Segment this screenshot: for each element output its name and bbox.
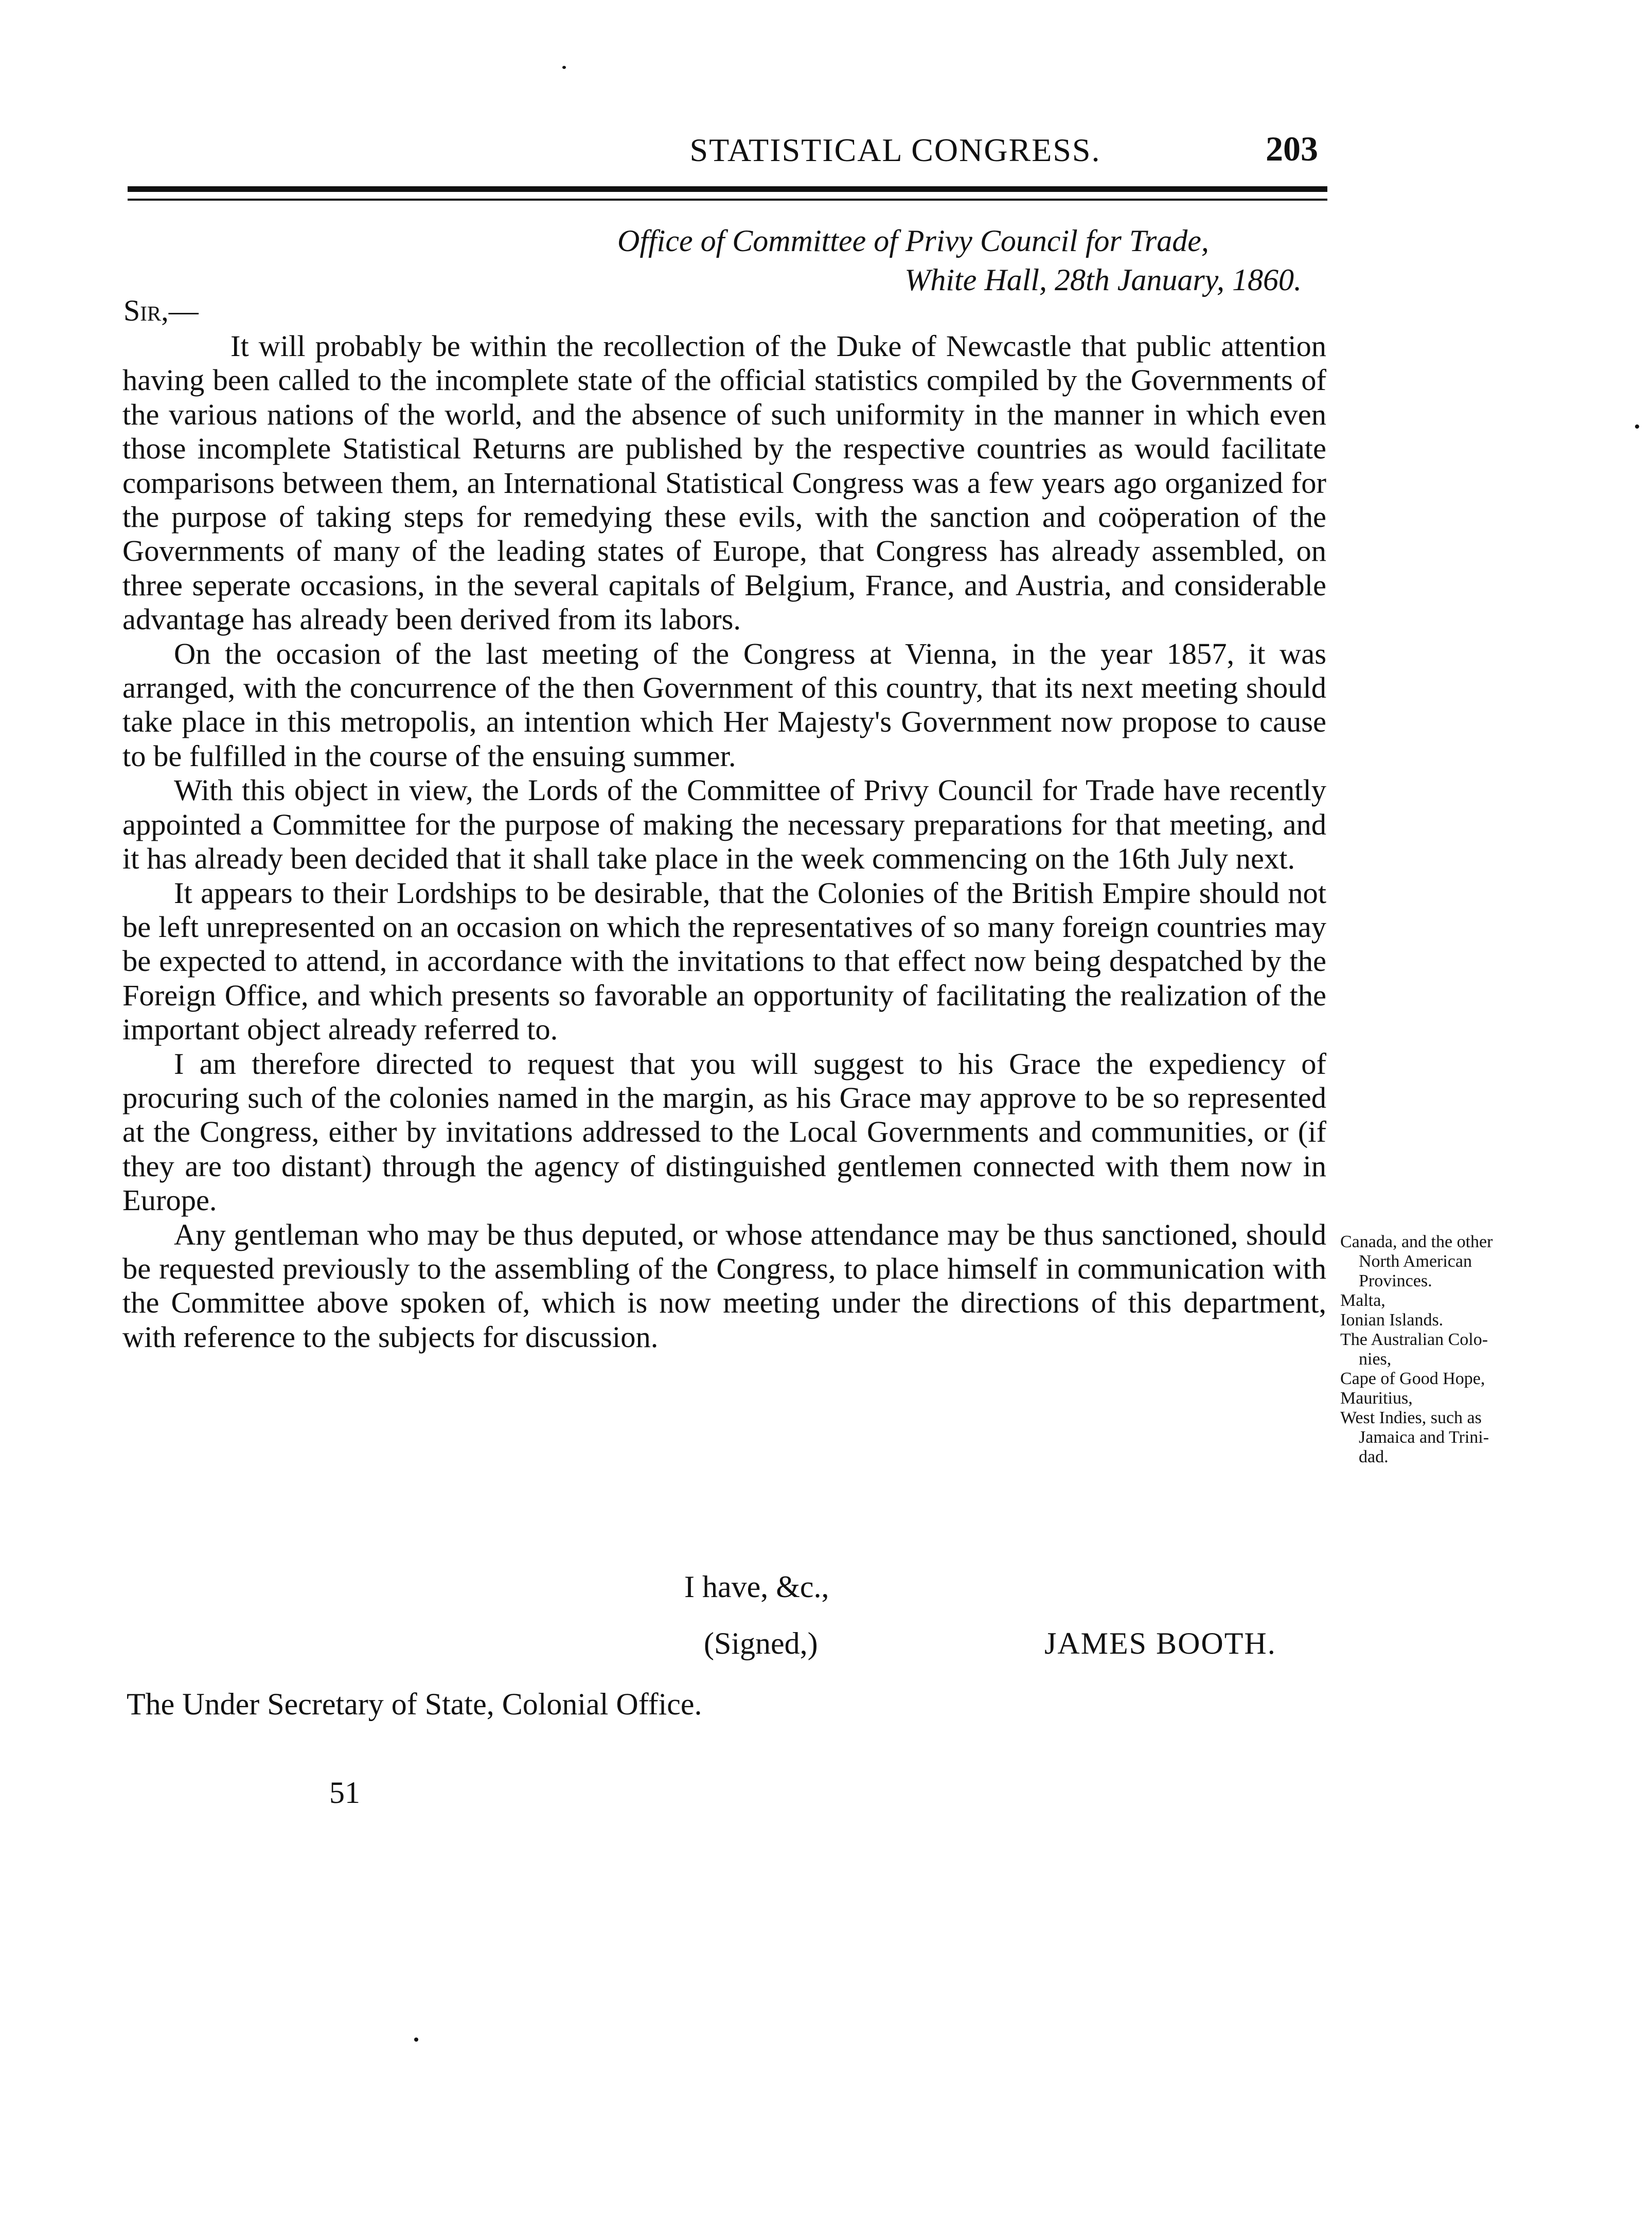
dateline-office: Office of Committee of Privy Council for Trade, xyxy=(617,224,1209,258)
running-title: STATISTICAL CONGRESS. xyxy=(689,132,1101,168)
header-rule-thin xyxy=(128,199,1327,201)
margin-note-line: dad. xyxy=(1359,1447,1389,1466)
scan-speck xyxy=(414,2038,418,2042)
letter-body xyxy=(122,329,1326,1354)
addressee: The Under Secretary of State, Colonial Office. xyxy=(127,1687,702,1721)
margin-note-line: Cape of Good Hope, xyxy=(1340,1369,1485,1388)
margin-note-line: Jamaica and Trini- xyxy=(1359,1428,1489,1447)
dateline-place-date: White Hall, 28th January, 1860. xyxy=(904,263,1302,297)
salutation: Sir,— xyxy=(123,294,199,327)
paragraph-4: It appears to their Lordships to be desirable, that the Colonies of the British Empire should not be left unrepresented on an occasion on which the representatives of so many foreign countries may be expected to attend, in accordance with the invitations to that effect now being despatched by the Foreign Office, and which presents so favorable an opportunity of facilitating the realization of the important object already referred to. xyxy=(122,876,1326,1047)
page-number: 203 xyxy=(1266,129,1318,168)
header-rule-thick xyxy=(128,186,1327,192)
paragraph-2: On the occasion of the last meeting of the Congress at Vienna, in the year 1857, it was arranged, with the concurrence of the then Government of this country, that its next meeting should take place in this metropolis, an intention which Her Majesty's Government now propose to cause to be fulfilled in the course of the ensuing summer. xyxy=(122,636,1326,773)
margin-note-line: Ionian Islands. xyxy=(1340,1310,1444,1330)
margin-note-colonies xyxy=(1340,1232,1556,1467)
closing-phrase: I have, &c., xyxy=(684,1570,829,1604)
scan-speck xyxy=(562,66,566,69)
margin-note-line: Canada, and the other xyxy=(1340,1232,1493,1251)
signed-label: (Signed,) xyxy=(704,1626,818,1660)
paragraph-5: I am therefore directed to request that you will suggest to his Grace the expediency of procuring such of the colonies named in the margin, as his Grace may approve to be so represented at the Congress, either by invitations addressed to the Local Governments and communities, or (if they are too distant) through the agency of distinguished gentlemen connected with them now in Europe. xyxy=(122,1047,1326,1217)
margin-note-line: North American xyxy=(1359,1252,1472,1271)
scan-speck xyxy=(1635,424,1639,429)
paragraph-3: With this object in view, the Lords of the Committee of Privy Council for Trade have recently appointed a Committee for the purpose of making the necessary preparations for that meeting, and it has already been decided that it shall take place in the week commencing on the 16th July next. xyxy=(122,773,1326,876)
signature-mark: 51 xyxy=(329,1776,360,1810)
margin-note-line: West Indies, such as xyxy=(1340,1408,1482,1427)
margin-note-line: nies, xyxy=(1359,1350,1392,1369)
margin-note-line: The Australian Colo- xyxy=(1340,1330,1488,1349)
margin-note-line: Malta, xyxy=(1340,1291,1385,1310)
signer-name: JAMES BOOTH. xyxy=(1044,1626,1276,1660)
paragraph-6: Any gentleman who may be thus deputed, or whose attendance may be thus sanctioned, should be requested previously to the assembling of the Congress, to place himself in communication with the Committee above spoken of, which is now meeting under the directions of this department, with reference to the subjects for discussion. xyxy=(122,1217,1326,1354)
margin-note-line: Provinces. xyxy=(1359,1271,1432,1290)
letter-dateline xyxy=(617,221,1302,299)
margin-note-line: Mauritius, xyxy=(1340,1389,1413,1408)
paragraph-1: It will probably be within the recollection of the Duke of Newcastle that public attention having been called to the incomplete state of the official statistics compiled by the Governments of the various nations of the world, and the absence of such uniformity in the manner in which even those incomplete Statistical Returns are published by the respective countries as would facilitate comparisons between them, an International Statistical Congress was a few years ago organized for the purpose of taking steps for remedying these evils, with the sanction and coöperation of the Governments of many of the leading states of Europe, that Congress has already assembled, on three seperate occasions, in the several capitals of Belgium, France, and Austria, and considerable advantage has already been derived from its labors. xyxy=(122,329,1326,636)
